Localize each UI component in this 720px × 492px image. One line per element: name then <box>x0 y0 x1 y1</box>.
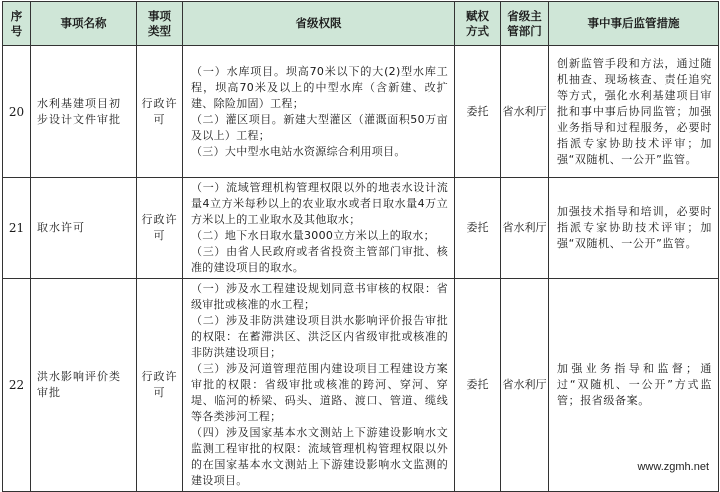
table-row <box>3 46 719 178</box>
authority-item: （二）地下水日取水量3000立方米以上的取水； <box>191 229 435 242</box>
row-dept: 省水利厅 <box>501 178 549 279</box>
authority-item: （一）流域管理机构管理权限以外的地表水设计流量4立方米每秒以上的农业取水或者日取水量4万立方米以上的工业取水及其他取水； <box>191 181 448 226</box>
row-type: 行政许可 <box>137 279 183 492</box>
header-method: 赋权方式 <box>455 2 501 46</box>
row-authority <box>183 178 455 279</box>
table-row <box>3 178 719 279</box>
authority-item: （三）由省人民政府或者省投资主管部门审批、核准的建设项目的取水。 <box>191 245 448 274</box>
authority-item: （二）灌区项目。新建大型灌区（灌溉面积50万亩及以上）工程； <box>191 112 448 142</box>
header-name: 事项名称 <box>31 2 137 46</box>
header-authority: 省级权限 <box>183 2 455 46</box>
row-seq: 21 <box>3 178 31 279</box>
authority-item: （一）水库项目。坝高70米以下的大(2)型水库工程，坝高70米及以上的中型水库（含新建、改扩建、除险加固）工程； <box>191 64 448 110</box>
row-type: 行政许可 <box>137 178 183 279</box>
row-dept: 省水利厅 <box>501 279 549 492</box>
row-dept: 省水利厅 <box>501 46 549 178</box>
row-authority <box>183 279 455 492</box>
row-measures: 加强技术指导和培训，必要时指派专家协助技术评审；加强“双随机、一公开”监管。 <box>549 178 719 279</box>
table-row <box>3 279 719 492</box>
row-name: 水利基建项目初步设计文件审批 <box>31 46 137 178</box>
header-row <box>3 2 719 46</box>
row-measures: 创新监管手段和方法，通过随机抽查、现场核查、责任追究等方式，强化水利基建项目审批和事中事后协同监管；加强业务指导和过程服务，必要时指派专家协助技术评审；加强“双随机、一公开”监管。 <box>549 46 719 178</box>
row-measures: 加强业务指导和监督；通过“双随机、一公开”方式监管；报省级备案。 <box>549 279 719 492</box>
row-seq: 20 <box>3 46 31 178</box>
row-method: 委托 <box>455 46 501 178</box>
row-type: 行政许可 <box>137 46 183 178</box>
row-method: 委托 <box>455 279 501 492</box>
header-type: 事项类型 <box>137 2 183 46</box>
authority-table <box>2 1 719 492</box>
row-seq: 22 <box>3 279 31 492</box>
header-measures: 事中事后监管措施 <box>549 2 719 46</box>
authority-item: （三）大中型水电站水资源综合利用项目。 <box>191 144 406 158</box>
watermark: www.zgmh.net <box>634 460 712 474</box>
header-seq: 序号 <box>3 2 31 46</box>
authority-item: （三）涉及河道管理范围内建设项目工程建设方案审批的权限：省级审批或核准的跨河、穿河、穿堤、临河的桥梁、码头、道路、渡口、管道、缆线等各类涉河工程； <box>191 362 448 423</box>
header-dept: 省级主管部门 <box>501 2 549 46</box>
row-method: 委托 <box>455 178 501 279</box>
row-authority <box>183 46 455 178</box>
row-name: 取水许可 <box>31 178 137 279</box>
authority-item: （二）涉及非防洪建设项目洪水影响评价报告审批的权限：在蓄滞洪区、洪泛区内省级审批或核准的非防洪建设项目； <box>191 314 448 359</box>
authority-item: （一）涉及水工程建设规划同意书审核的权限：省级审批或核准的水工程； <box>191 282 448 311</box>
authority-item: （四）涉及国家基本水文测站上下游建设影响水文监测工程审批的权限：流域管理机构管理权限以外的在国家基本水文测站上下游建设影响水文监测的建设项目。 <box>191 426 448 487</box>
row-name: 洪水影响评价类审批 <box>31 279 137 492</box>
